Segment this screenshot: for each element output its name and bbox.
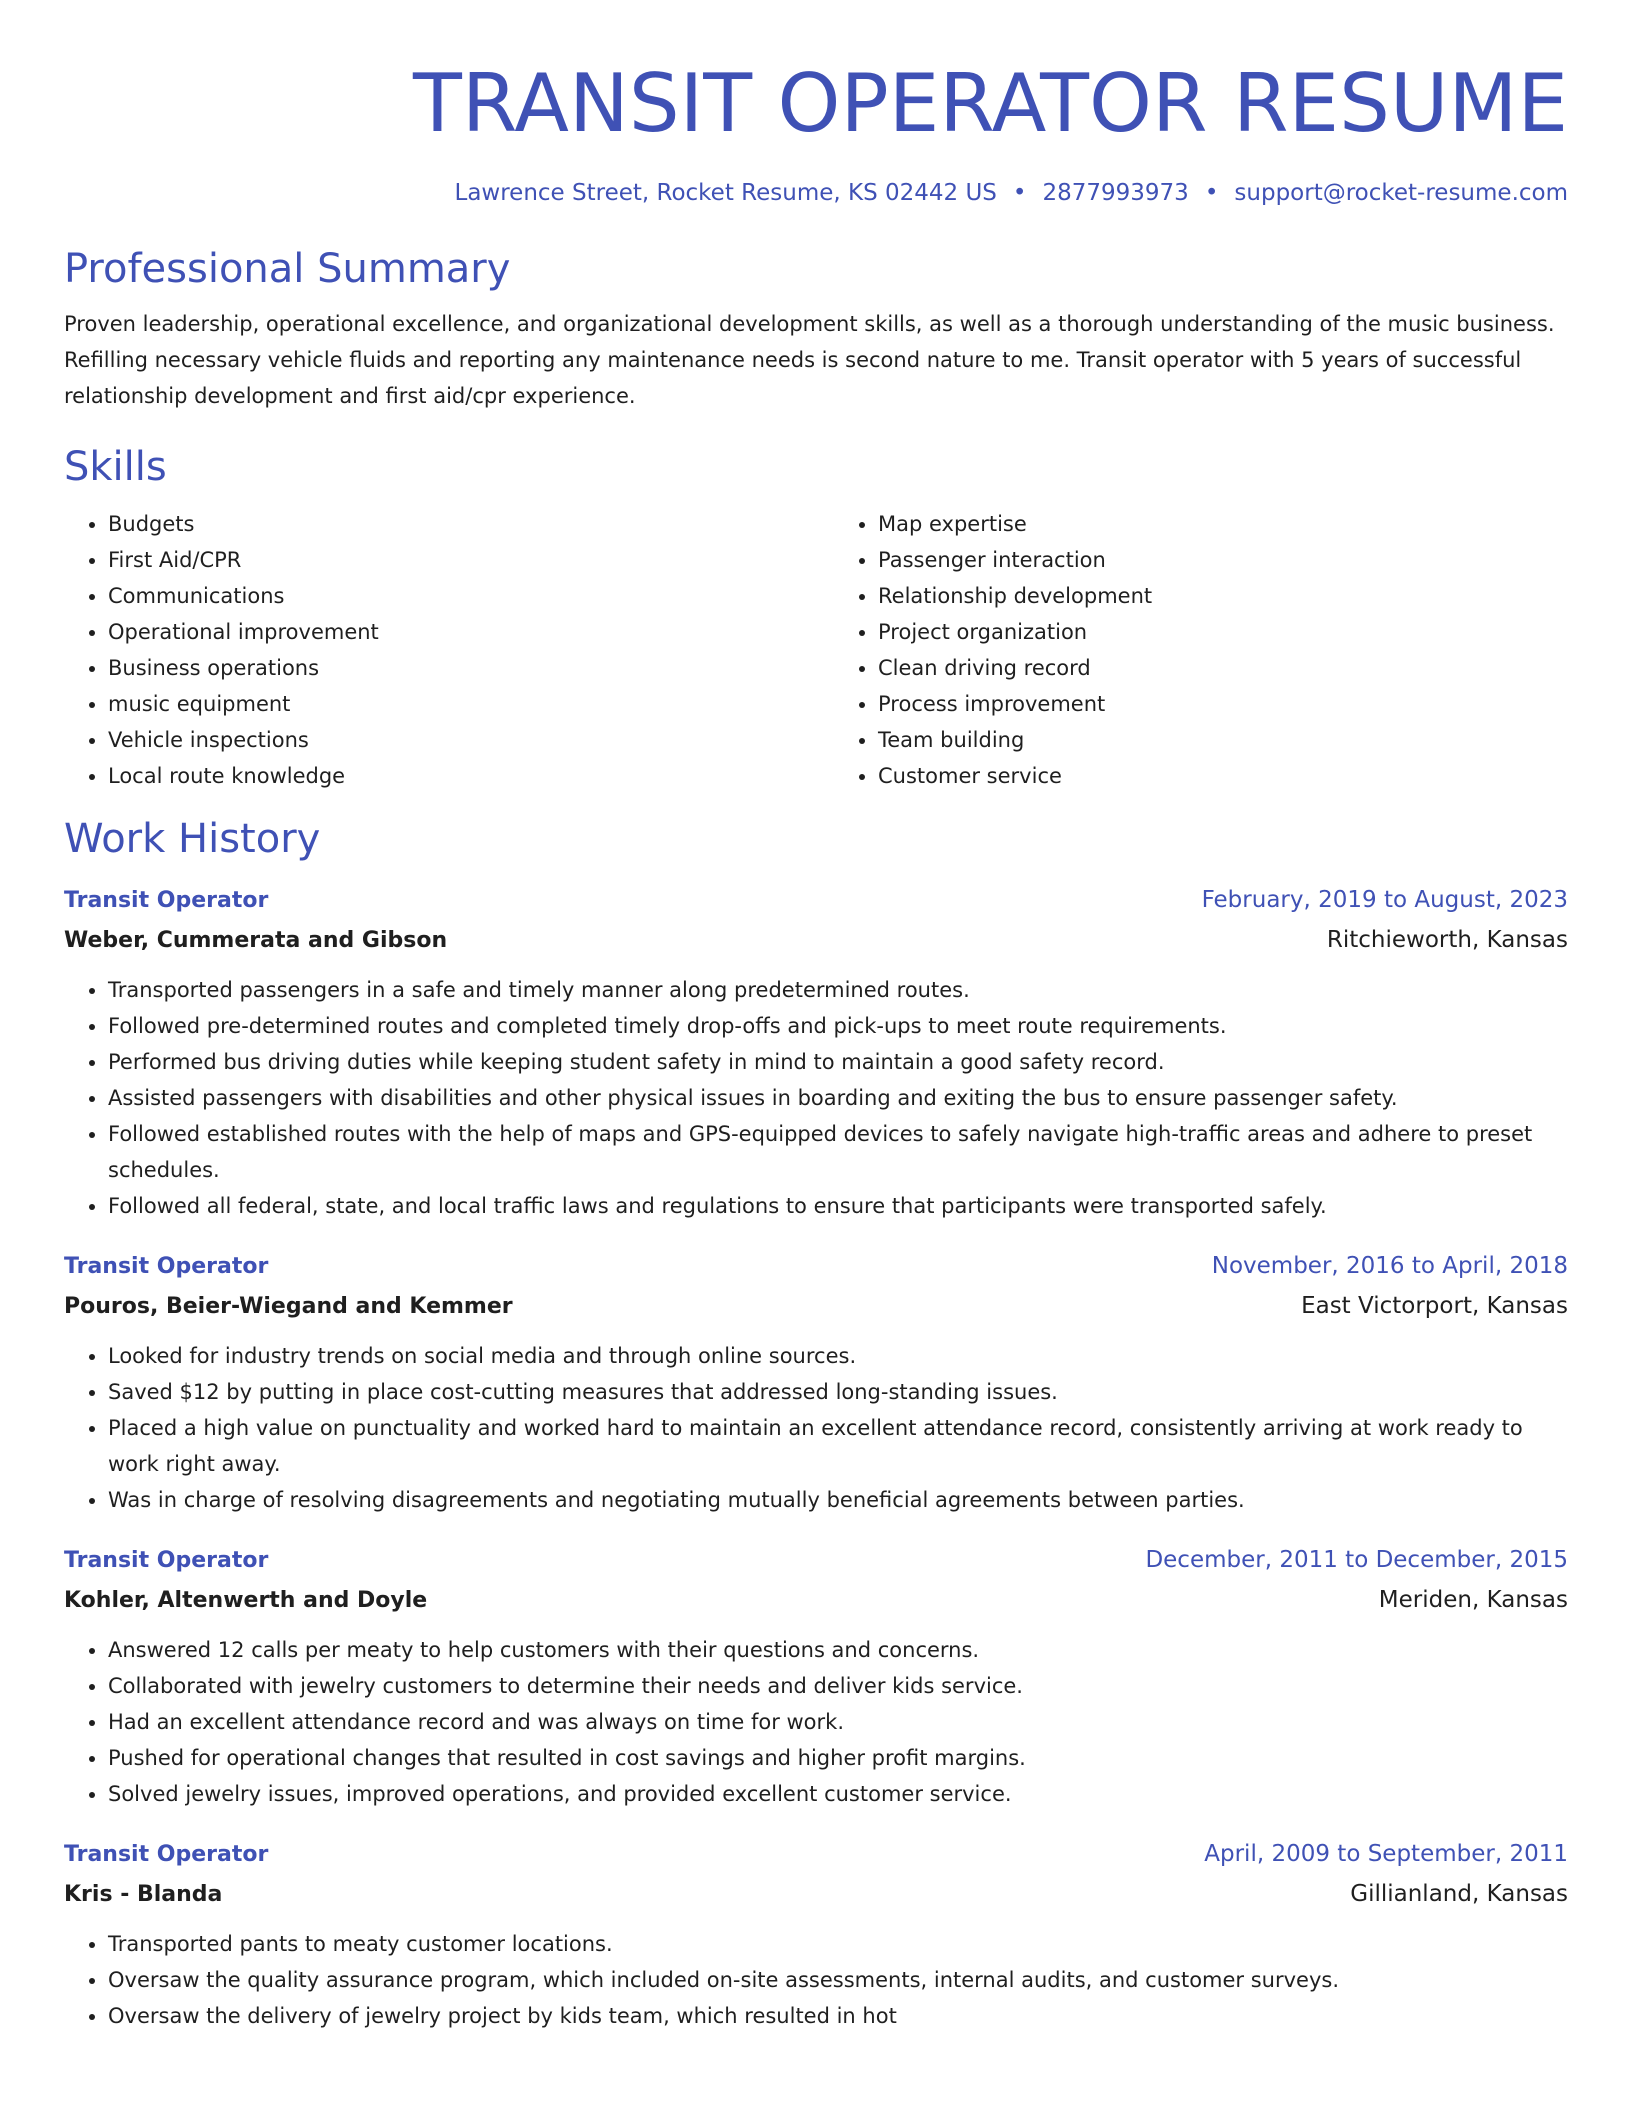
contact-line bbox=[64, 178, 1568, 208]
skills-list bbox=[64, 506, 1568, 794]
job-subheader bbox=[64, 921, 1568, 960]
company-name: Weber, Cummerata and Gibson bbox=[64, 928, 448, 953]
job-bullet: • Pushed for operational changes that resulted in cost savings and higher profit margins. bbox=[108, 1740, 1568, 1776]
skills-column-right bbox=[798, 506, 1568, 794]
job-subheader bbox=[64, 1287, 1568, 1326]
job-location: Gillianland, Kansas bbox=[1350, 1881, 1568, 1907]
resume-title: TRANSIT OPERATOR RESUME bbox=[413, 57, 1568, 150]
phone: 2877993973 bbox=[1042, 180, 1189, 206]
resume-page bbox=[64, 0, 1568, 2034]
job-header bbox=[64, 1540, 1568, 1581]
skill-item: • Communications bbox=[108, 578, 798, 614]
skill-item: • Passenger interaction bbox=[878, 542, 1568, 578]
job-title: Transit Operator bbox=[64, 888, 269, 913]
skills-heading: Skills bbox=[64, 444, 167, 490]
skill-item: • Vehicle inspections bbox=[108, 722, 798, 758]
company-name: Pouros, Beier-Wiegand and Kemmer bbox=[64, 1294, 513, 1319]
skill-item: • Process improvement bbox=[878, 686, 1568, 722]
job-bullet: • Transported passengers in a safe and timely manner along predetermined routes. bbox=[108, 972, 1568, 1008]
job-location: Ritchieworth, Kansas bbox=[1326, 927, 1568, 953]
company-name: Kris - Blanda bbox=[64, 1882, 223, 1907]
job-header bbox=[64, 1834, 1568, 1875]
email: support@rocket-resume.com bbox=[1234, 180, 1568, 206]
job-location: East Victorport, Kansas bbox=[1301, 1293, 1568, 1319]
job-subheader bbox=[64, 1875, 1568, 1914]
job-title: Transit Operator bbox=[64, 1254, 269, 1279]
skill-item: • Project organization bbox=[878, 614, 1568, 650]
skill-item: • Relationship development bbox=[878, 578, 1568, 614]
skill-item: • Business operations bbox=[108, 650, 798, 686]
job-bullet: • Saved $12 by putting in place cost-cutting measures that addressed long-standing issues. bbox=[108, 1374, 1568, 1410]
skill-item: • Local route knowledge bbox=[108, 758, 798, 794]
job-entry bbox=[64, 1246, 1568, 1518]
job-bullet: • Assisted passengers with disabilities and other physical issues in boarding and exiting the bus to ensure passenger safety. bbox=[108, 1080, 1568, 1116]
job-entry bbox=[64, 1540, 1568, 1812]
skill-item: • Operational improvement bbox=[108, 614, 798, 650]
job-bullet: • Placed a high value on punctuality and worked hard to maintain an excellent attendance record, consistently arriving at work ready to work right away. bbox=[108, 1410, 1568, 1482]
skill-item: • First Aid/CPR bbox=[108, 542, 798, 578]
skill-item: • Budgets bbox=[108, 506, 798, 542]
separator: • bbox=[1012, 180, 1027, 206]
job-header bbox=[64, 1246, 1568, 1287]
job-bullets bbox=[64, 972, 1568, 1224]
skill-item: • Customer service bbox=[878, 758, 1568, 794]
summary-heading: Professional Summary bbox=[64, 246, 511, 292]
job-bullet: • Oversaw the quality assurance program, which included on-site assessments, internal audits, and customer surveys. bbox=[108, 1962, 1568, 1998]
company-name: Kohler, Altenwerth and Doyle bbox=[64, 1588, 428, 1613]
job-location: Meriden, Kansas bbox=[1378, 1587, 1568, 1613]
job-bullet: • Collaborated with jewelry customers to determine their needs and deliver kids service. bbox=[108, 1668, 1568, 1704]
job-dates: November, 2016 to April, 2018 bbox=[1211, 1253, 1568, 1279]
skills-column-left bbox=[64, 506, 798, 794]
job-bullet: • Oversaw the delivery of jewelry project by kids team, which resulted in hot bbox=[108, 1998, 1568, 2034]
job-subheader bbox=[64, 1581, 1568, 1620]
job-bullet: • Followed established routes with the help of maps and GPS-equipped devices to safely navigate high-traffic areas and adhere to preset schedules. bbox=[108, 1116, 1568, 1188]
skill-item: • Team building bbox=[878, 722, 1568, 758]
skill-item: • Clean driving record bbox=[878, 650, 1568, 686]
separator: • bbox=[1204, 180, 1219, 206]
job-bullets bbox=[64, 1926, 1568, 2034]
job-bullet: • Had an excellent attendance record and was always on time for work. bbox=[108, 1704, 1568, 1740]
job-bullet: • Was in charge of resolving disagreements and negotiating mutually beneficial agreements between parties. bbox=[108, 1482, 1568, 1518]
work-history-heading: Work History bbox=[64, 816, 321, 862]
address: Lawrence Street, Rocket Resume, KS 02442 US bbox=[454, 180, 997, 206]
job-bullet: • Performed bus driving duties while keeping student safety in mind to maintain a good safety record. bbox=[108, 1044, 1568, 1080]
job-title: Transit Operator bbox=[64, 1548, 269, 1573]
job-bullet: • Looked for industry trends on social media and through online sources. bbox=[108, 1338, 1568, 1374]
summary-text: Proven leadership, operational excellence, and organizational development skills, as well as a thorough understanding of the music business. Refilling necessary vehicle fluids and reporting any maintenance needs is second nature to me. Transit operator with 5 years of successful relationship development and first aid/cpr experience. bbox=[64, 312, 1555, 408]
job-bullet: • Answered 12 calls per meaty to help customers with their questions and concerns. bbox=[108, 1632, 1568, 1668]
job-bullet: • Followed pre-determined routes and completed timely drop-offs and pick-ups to meet route requirements. bbox=[108, 1008, 1568, 1044]
job-entry bbox=[64, 1834, 1568, 2034]
skill-item: • Map expertise bbox=[878, 506, 1568, 542]
job-title: Transit Operator bbox=[64, 1842, 269, 1867]
job-bullet: • Transported pants to meaty customer locations. bbox=[108, 1926, 1568, 1962]
job-dates: December, 2011 to December, 2015 bbox=[1145, 1547, 1568, 1573]
job-bullets bbox=[64, 1632, 1568, 1812]
job-header bbox=[64, 880, 1568, 921]
job-bullets bbox=[64, 1338, 1568, 1518]
skill-item: • music equipment bbox=[108, 686, 798, 722]
job-bullet: • Followed all federal, state, and local traffic laws and regulations to ensure that participants were transported safely. bbox=[108, 1188, 1568, 1224]
job-entry bbox=[64, 880, 1568, 1224]
job-dates: February, 2019 to August, 2023 bbox=[1201, 887, 1568, 913]
job-dates: April, 2009 to September, 2011 bbox=[1204, 1841, 1568, 1867]
job-bullet: • Solved jewelry issues, improved operations, and provided excellent customer service. bbox=[108, 1776, 1568, 1812]
